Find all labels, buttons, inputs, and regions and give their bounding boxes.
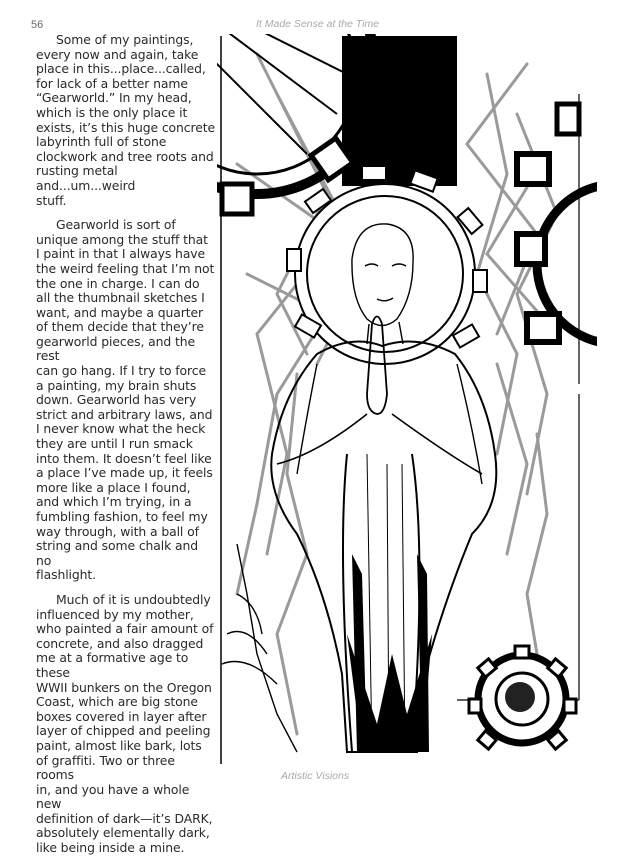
article-body (36, 33, 216, 866)
page-number: 56 (31, 19, 44, 31)
paragraph: Some of my paintings, every now and again, take place in this...place...called, for lack of a better name “Gearworld.” In my head, which is the only place it exists, it’s this huge concrete labyrinth full of stone clockwork and tree roots and rusting metal and...um...weird stuff. (36, 32, 216, 208)
halo-gear-icon (287, 166, 487, 364)
running-header: It Made Sense at the Time (256, 18, 380, 30)
paragraph: Gearworld is sort of unique among the stuff that I paint in that I always have the weird feeling that I’m not the one in charge. I can do all the thumbnail sketches I want, and maybe a quarter of them decide that they’re gearworld pieces, and the rest can go hang. If I try to force a painting, my brain shuts down. Gearworld has very strict and arbitrary laws, and I never know what the heck they are until I run smack into them. It doesn’t feel like a place I’ve made up, it feels more like a place I found, and which I’m trying, in a fumbling fashion, to feel my way through, with a ball of string and some chalk and no flashlight. (36, 217, 215, 583)
dark-panel (342, 36, 457, 186)
paragraph: Much of it is undoubtedly influenced by my mother, who painted a fair amount of concrete, and also dragged me at a formative age to these WWII bunkers on the Oregon Coast, which are big stone boxes covered in layer after layer of chipped and peeling paint, almost like bark, lots of graffiti. Two or three rooms in, and you have a whole new definition of dark—it’s DARK, absolutely elementally dark, like being inside a mine. (36, 591, 214, 856)
vine-sketch (222, 544, 297, 752)
running-footer: Artistic Visions (281, 770, 350, 782)
gearworld-illustration (217, 34, 597, 766)
